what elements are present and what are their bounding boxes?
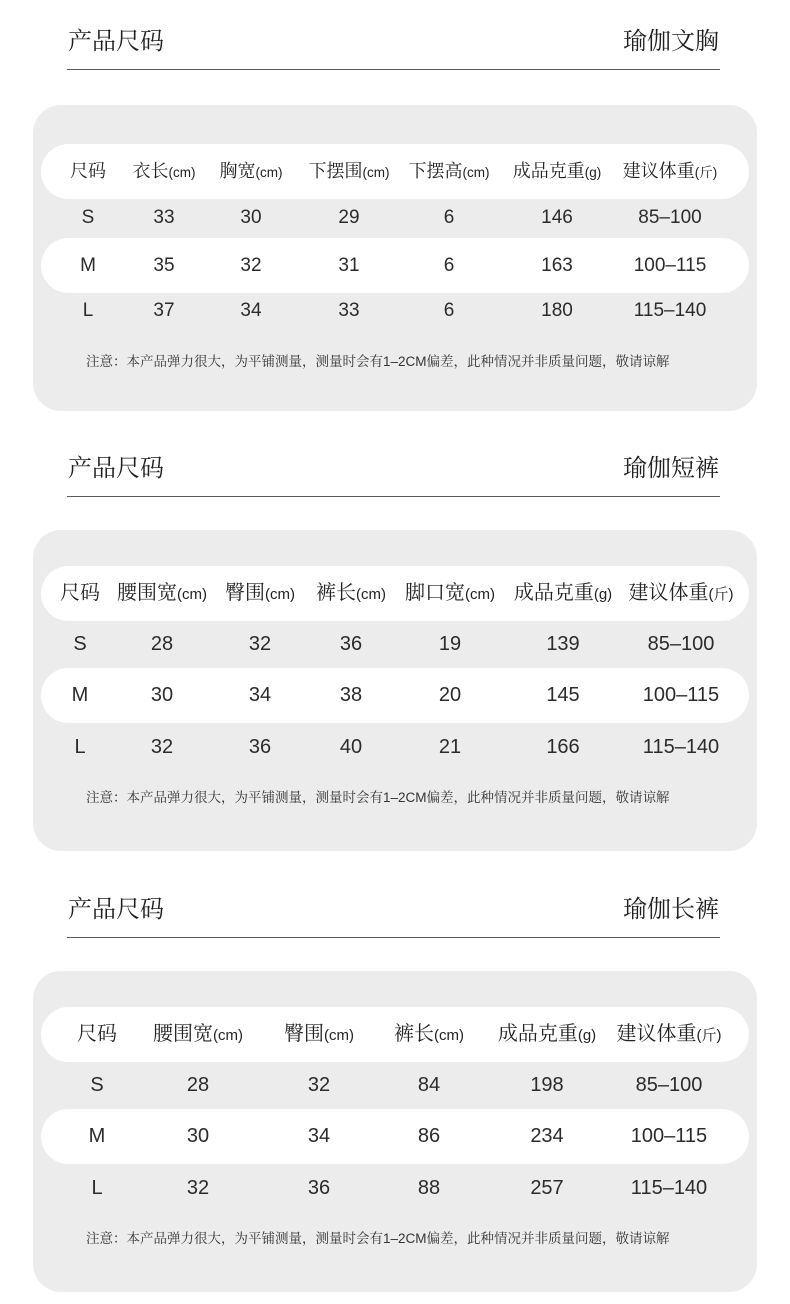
- title-divider: [67, 496, 720, 497]
- column-unit: (斤): [696, 1027, 722, 1044]
- column-unit: (g): [577, 1027, 597, 1044]
- column-label: 建议体重: [622, 161, 695, 181]
- shorts-size-section: [0, 427, 790, 857]
- bra-size-section: [0, 0, 790, 430]
- product-weight-cell: 198: [530, 1074, 564, 1096]
- recommended-weight-cell: 85–100: [638, 207, 702, 228]
- table-header-row: [41, 144, 749, 199]
- product-weight-cell: 139: [546, 633, 580, 655]
- recommended-weight-cell: 100–115: [630, 1125, 708, 1147]
- column-unit: (cm): [213, 1027, 243, 1044]
- waist-width-cell: 32: [150, 736, 174, 758]
- table-row: [41, 621, 749, 667]
- hem-height-cell: 6: [443, 207, 455, 228]
- product-weight-cell: 180: [541, 300, 573, 321]
- table-row: [41, 668, 749, 723]
- column-header-pants-length: [316, 566, 386, 621]
- column-header-hip: [284, 1007, 354, 1062]
- disclaimer-note: 注意：本产品弹力很大，为平铺测量，测量时会有1–2CM偏差，此种情况并非质量问题，敬请谅解: [86, 790, 670, 805]
- table-row: [41, 288, 749, 334]
- disclaimer-note: 注意：本产品弹力很大，为平铺测量，测量时会有1–2CM偏差，此种情况并非质量问题，敬请谅解: [86, 354, 670, 369]
- recommended-weight-cell: 85–100: [647, 633, 715, 655]
- column-header-recommended-weight: [623, 144, 718, 199]
- column-header-waist-width: [153, 1007, 243, 1062]
- waist-width-cell: 28: [186, 1074, 210, 1096]
- length-cell: 33: [153, 207, 175, 228]
- chest-width-cell: 34: [240, 300, 262, 321]
- table-row: [41, 238, 749, 293]
- waist-width-cell: 30: [150, 684, 174, 706]
- column-unit: (g): [593, 586, 613, 603]
- pants-length-cell: 88: [417, 1177, 441, 1199]
- product-name: 瑜伽短裤: [623, 455, 719, 482]
- table-row: [41, 1165, 749, 1211]
- hip-cell: 36: [248, 736, 272, 758]
- pants-length-cell: 40: [339, 736, 363, 758]
- column-header-size: [70, 144, 106, 199]
- title-divider: [67, 69, 720, 70]
- waist-width-cell: 30: [186, 1125, 210, 1147]
- column-label: 胸宽: [219, 161, 256, 181]
- size-cell: S: [90, 1074, 104, 1096]
- hem-circumference-cell: 31: [338, 255, 360, 276]
- column-header-recommended-weight: [629, 566, 734, 621]
- size-cell: L: [82, 300, 94, 321]
- waist-width-cell: 32: [186, 1177, 210, 1199]
- table-header-row: [41, 1007, 749, 1062]
- column-unit: (cm): [168, 165, 196, 180]
- column-header-size: [77, 1007, 117, 1062]
- recommended-weight-cell: 115–140: [642, 736, 720, 758]
- product-weight-cell: 257: [530, 1177, 564, 1199]
- column-header-waist-width: [117, 566, 207, 621]
- table-row: [41, 1062, 749, 1108]
- hem-height-cell: 6: [443, 300, 455, 321]
- column-label: 成品克重: [513, 582, 594, 604]
- column-header-chest-width: [220, 144, 283, 199]
- column-label: 下摆围: [308, 161, 363, 181]
- product-name: 瑜伽长裤: [623, 896, 719, 923]
- column-label: 尺码: [70, 161, 106, 181]
- hip-cell: 34: [248, 684, 272, 706]
- product-weight-cell: 145: [546, 684, 580, 706]
- title-divider: [67, 937, 720, 938]
- column-unit: (cm): [324, 1027, 354, 1044]
- product-weight-cell: 163: [541, 255, 573, 276]
- column-unit: (斤): [708, 586, 734, 603]
- column-unit: (g): [584, 165, 602, 180]
- pants-size-section: [0, 868, 790, 1298]
- column-header-hip: [225, 566, 295, 621]
- column-label: 裤长: [394, 1023, 434, 1045]
- waist-width-cell: 28: [150, 633, 174, 655]
- disclaimer-note: 注意：本产品弹力很大，为平铺测量，测量时会有1–2CM偏差，此种情况并非质量问题，敬请谅解: [86, 1231, 670, 1246]
- leg-opening-cell: 20: [438, 684, 462, 706]
- recommended-weight-cell: 115–140: [633, 300, 707, 321]
- column-label: 脚口宽: [405, 582, 465, 604]
- hip-cell: 34: [307, 1125, 331, 1147]
- chest-width-cell: 30: [240, 207, 262, 228]
- column-header-product-weight: [513, 144, 602, 199]
- leg-opening-cell: 21: [438, 736, 462, 758]
- column-label: 建议体重: [616, 1023, 697, 1045]
- pants-length-cell: 84: [417, 1074, 441, 1096]
- column-header-recommended-weight: [617, 1007, 722, 1062]
- product-name: 瑜伽文胸: [623, 28, 719, 55]
- column-unit: (cm): [265, 586, 295, 603]
- recommended-weight-cell: 85–100: [635, 1074, 703, 1096]
- column-unit: (cm): [177, 586, 207, 603]
- column-header-hem-height: [409, 144, 490, 199]
- column-unit: (cm): [462, 165, 490, 180]
- column-label: 臀围: [284, 1023, 324, 1045]
- size-cell: M: [71, 684, 89, 706]
- hip-cell: 36: [307, 1177, 331, 1199]
- column-label: 腰围宽: [117, 582, 177, 604]
- hem-circumference-cell: 33: [338, 300, 360, 321]
- section-title: 产品尺码: [68, 455, 164, 482]
- product-weight-cell: 234: [530, 1125, 564, 1147]
- pants-length-cell: 38: [339, 684, 363, 706]
- section-title: 产品尺码: [68, 28, 164, 55]
- column-unit: (cm): [362, 165, 390, 180]
- column-header-product-weight: [498, 1007, 596, 1062]
- column-label: 尺码: [60, 582, 100, 604]
- size-cell: M: [80, 255, 96, 276]
- size-table: [33, 530, 757, 851]
- hip-cell: 32: [307, 1074, 331, 1096]
- recommended-weight-cell: 100–115: [642, 684, 720, 706]
- product-weight-cell: 166: [546, 736, 580, 758]
- hem-circumference-cell: 29: [338, 207, 360, 228]
- column-unit: (cm): [434, 1027, 464, 1044]
- column-label: 尺码: [77, 1023, 117, 1045]
- length-cell: 35: [153, 255, 175, 276]
- pants-length-cell: 36: [339, 633, 363, 655]
- table-header-row: [41, 566, 749, 621]
- pants-length-cell: 86: [417, 1125, 441, 1147]
- column-label: 下摆高: [408, 161, 463, 181]
- recommended-weight-cell: 115–140: [630, 1177, 708, 1199]
- column-header-hem-circumference: [309, 144, 390, 199]
- column-label: 成品克重: [512, 161, 585, 181]
- column-header-pants-length: [394, 1007, 464, 1062]
- size-table: [33, 971, 757, 1292]
- size-cell: M: [88, 1125, 106, 1147]
- product-weight-cell: 146: [541, 207, 573, 228]
- size-table: [33, 105, 757, 411]
- column-label: 建议体重: [628, 582, 709, 604]
- column-header-product-weight: [514, 566, 612, 621]
- column-unit: (cm): [465, 586, 495, 603]
- column-label: 衣长: [132, 161, 169, 181]
- size-cell: L: [91, 1177, 103, 1199]
- length-cell: 37: [153, 300, 175, 321]
- column-unit: (斤): [694, 165, 718, 180]
- chest-width-cell: 32: [240, 255, 262, 276]
- table-row: [41, 195, 749, 241]
- table-row: [41, 724, 749, 770]
- column-label: 裤长: [316, 582, 356, 604]
- size-cell: L: [74, 736, 86, 758]
- recommended-weight-cell: 100–115: [633, 255, 707, 276]
- column-header-size: [60, 566, 100, 621]
- column-header-leg-opening: [405, 566, 495, 621]
- column-header-length: [133, 144, 196, 199]
- size-cell: S: [73, 633, 87, 655]
- hip-cell: 32: [248, 633, 272, 655]
- hem-height-cell: 6: [443, 255, 455, 276]
- leg-opening-cell: 19: [438, 633, 462, 655]
- column-label: 臀围: [225, 582, 265, 604]
- column-unit: (cm): [356, 586, 386, 603]
- column-label: 成品克重: [497, 1023, 578, 1045]
- table-row: [41, 1109, 749, 1164]
- column-label: 腰围宽: [153, 1023, 213, 1045]
- section-title: 产品尺码: [68, 896, 164, 923]
- size-cell: S: [81, 207, 95, 228]
- column-unit: (cm): [255, 165, 283, 180]
